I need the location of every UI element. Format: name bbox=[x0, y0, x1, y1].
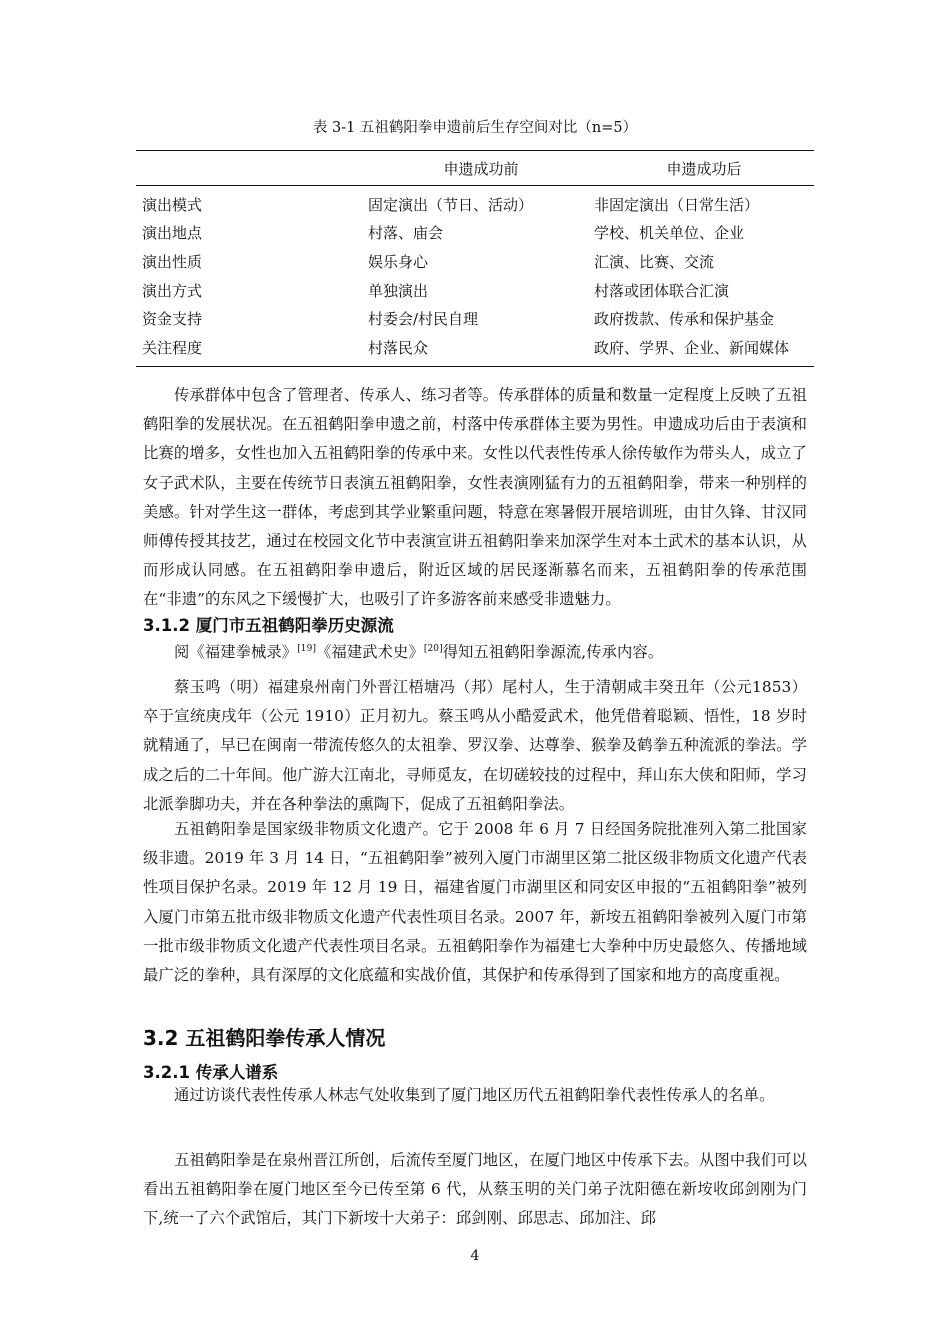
table-row bbox=[136, 190, 814, 219]
table-cell: 关注程度 bbox=[142, 338, 203, 357]
table-cell: 学校、机关单位、企业 bbox=[594, 224, 745, 243]
page-number: 4 bbox=[470, 1248, 480, 1264]
paragraph-inheritance-groups: 传承群体中包含了管理者、传承人、练习者等。传承群体的质量和数量一定程度上反映了五祖鹤阳拳的发展状况。在五祖鹤阳拳申遗之前，村落中传承群体主要为男性。申遗成功后由于表演和比赛的增多，女性也加入五祖鹤阳拳的传承中来。女性以代表性传承人徐传敏作为带头人，成立了女子武术队，主要在传统节日表演五祖鹤阳拳，女性表演刚猛有力的五祖鹤阳拳，带来一种别样的美感。针对学生这一群体，考虑到其学业繁重问题，特意在寒暑假开展培训班，由甘久锋、甘汉同师傅传授其技艺，通过在校园文化节中表演宣讲五祖鹤阳拳来加深学生对本土武术的基本认识，从而形成认同感。在五祖鹤阳拳申遗后，附近区域的居民逐渐慕名而来，五祖鹤阳拳的传承范围在“非遗”的东风之下缓慢扩大，也吸引了许多游客前来感受非遗魅力。 bbox=[143, 386, 807, 609]
table-caption: 表 3-1 五祖鹤阳拳申遗前后生存空间对比（n=5） bbox=[312, 120, 638, 136]
table-cell: 固定演出（节日、活动） bbox=[368, 195, 534, 214]
table-bottom-rule bbox=[136, 366, 814, 367]
table-cell: 村落或团体联合汇演 bbox=[594, 281, 730, 300]
table-cell: 村委会/村民自理 bbox=[368, 310, 479, 329]
paragraph-cai-yuming: 蔡玉鸣（明）福建泉州南门外晋江梧塘冯（邦）尾村人，生于清朝咸丰癸丑年（公元1853）卒于宣统庚戌年（公元 1910）正月初九。蔡玉鸣从小酷爱武术，他凭借着聪颖、悟性，18 岁时就精通了，早已在闽南一带流传悠久的太祖拳、罗汉拳、达尊拳、猴拳及鹤拳五种流派的拳法。学成之后的二十年间。他广游大江南北，寻师觅友，在切磋较技的过程中，拜山东大侠和阳师，学习北派拳脚功夫，并在各种拳法的熏陶下，促成了五祖鹤阳拳法。 bbox=[143, 678, 807, 813]
table-row bbox=[136, 219, 814, 248]
table-header-row bbox=[136, 151, 814, 185]
table-cell: 演出性质 bbox=[142, 252, 203, 271]
table-row bbox=[136, 304, 814, 333]
paragraph-lineage: 五祖鹤阳拳是在泉州晋江所创，后流传至厦门地区，在厦门地区中传承下去。从图中我们可以看出五祖鹤阳拳在厦门地区至今已传至第 6 代，从蔡玉明的关门弟子沈阳德在新垵收邱剑刚为门下,统一了六个武馆后，其门下新垵十大弟子：邱剑刚、邱思志、邱加注、邱 bbox=[143, 1151, 807, 1228]
table-header-cell: 申遗成功后 bbox=[666, 159, 742, 178]
citation-ref: [20] bbox=[423, 644, 443, 654]
source-text: 《福建武术史》 bbox=[316, 643, 424, 661]
citation-ref: [19] bbox=[297, 644, 317, 654]
source-text: 阅《福建拳械录》 bbox=[174, 643, 298, 661]
table-cell: 演出地点 bbox=[142, 224, 203, 243]
table-cell: 娱乐身心 bbox=[368, 252, 429, 271]
table-cell: 村落、庙会 bbox=[368, 224, 444, 243]
table-cell: 演出模式 bbox=[142, 195, 203, 214]
table-row bbox=[136, 247, 814, 276]
table-row bbox=[136, 333, 814, 362]
table-cell: 资金支持 bbox=[142, 310, 203, 329]
table-row bbox=[136, 276, 814, 305]
table-cell: 汇演、比赛、交流 bbox=[594, 252, 715, 271]
table-cell: 政府拨款、传承和保护基金 bbox=[594, 310, 775, 329]
source-text: 得知五祖鹤阳拳源流,传承内容。 bbox=[442, 643, 664, 661]
table-cell: 村落民众 bbox=[368, 338, 429, 357]
table-cell: 单独演出 bbox=[368, 281, 429, 300]
paragraph-heritage-status: 五祖鹤阳拳是国家级非物质文化遗产。它于 2008 年 6 月 7 日经国务院批准列入第二批国家级非遗。2019 年 3 月 14 日，“五祖鹤阳拳”被列入厦门市湖里区第二批区级非物质文化遗产代表性项目保护名录。2019 年 12 月 19 日，福建省厦门市湖里区和同安区申报的“五祖鹤阳拳”被列入厦门市第五批市级非物质文化遗产代表性项目名录。2007 年，新垵五祖鹤阳拳被列入厦门市第一批市级非物质文化遗产代表性项目名录。五祖鹤阳拳作为福建七大拳种中历史最悠久、传播地域最广泛的拳种，具有深厚的文化底蕴和实战价值，其保护和传承得到了国家和地方的高度重视。 bbox=[143, 820, 807, 985]
table-cell: 非固定演出（日常生活） bbox=[594, 195, 760, 214]
section-heading-3-1-2: 3.1.2 厦门市五祖鹤阳拳历史源流 bbox=[143, 616, 394, 635]
table-cell: 演出方式 bbox=[142, 281, 203, 300]
paragraph-interview: 通过访谈代表性传承人林志气处收集到了厦门地区历代五祖鹤阳拳代表性传承人的名单。 bbox=[174, 1086, 775, 1104]
table-header-cell: 申遗成功前 bbox=[443, 159, 519, 178]
comparison-table bbox=[136, 150, 814, 367]
table-cell: 政府、学界、企业、新闻媒体 bbox=[594, 338, 790, 357]
paragraph-sources bbox=[143, 638, 807, 667]
section-heading-3-2: 3.2 五祖鹤阳拳传承人情况 bbox=[143, 1026, 386, 1050]
section-heading-3-2-1: 3.2.1 传承人谱系 bbox=[143, 1063, 279, 1082]
